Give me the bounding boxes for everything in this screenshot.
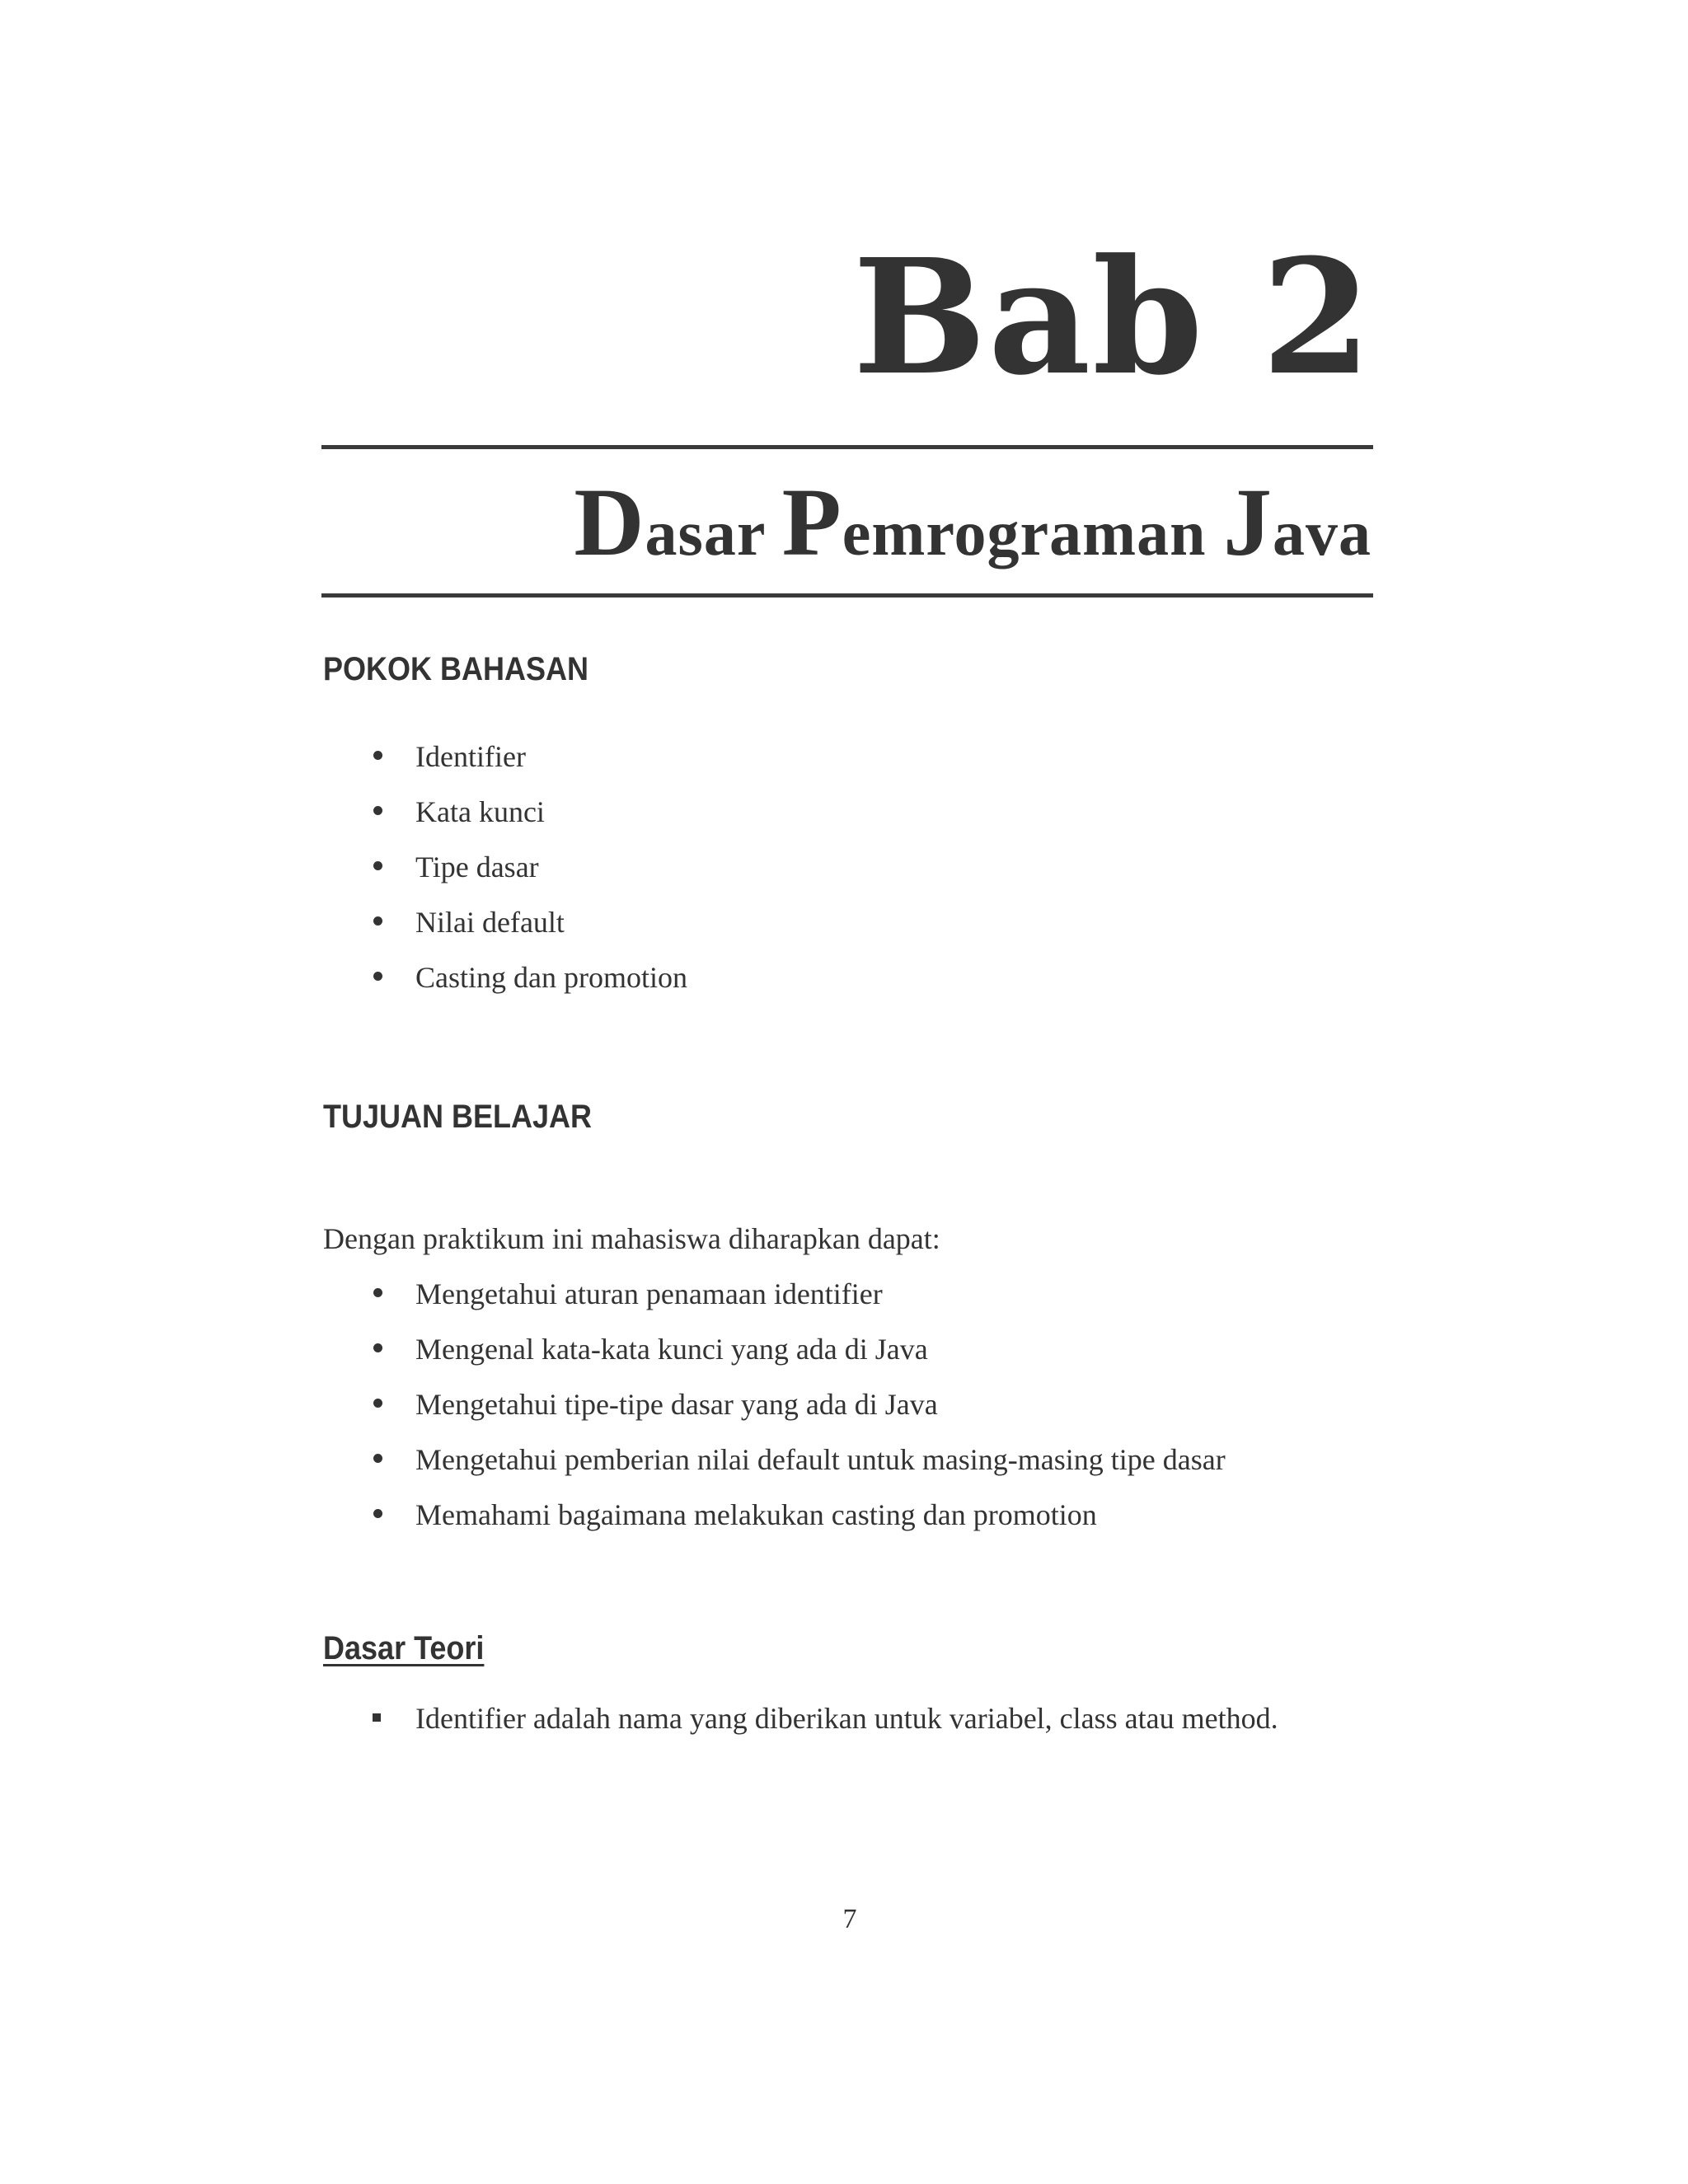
bullet-icon [373,751,382,760]
tujuan-belajar-heading: TUJUAN BELAJAR [323,1099,593,1135]
document-page: Bab 2 Dasar Pemrograman Java POKOK BAHASAN Identifier Kata kunci Tipe dasar Nilai default Casting dan promotion TUJUAN BELAJAR Dengan praktikum ini mahasiswa diharapkan dapat: Mengetahui aturan penamaan identifier Mengenal kata-kata kunci yang ada di Java Mengetahui tipe-tipe dasar yang ada di Java Mengetahui pemberian nilai default untuk masing-masing tipe dasar Memahami bagaimana melakukan casting dan promotion Dasar Teori Identifier adalah nama yang diberikan untuk variabel, class atau method. 7 [0,0,1688,2184]
bullet-icon [373,972,382,981]
chapter-title [574,468,1372,576]
bullet-icon [373,1343,382,1352]
pokok-bahasan-heading: POKOK BAHASAN [323,651,589,687]
bullet-icon [373,806,382,815]
bullet-icon [373,1399,382,1408]
square-bullet-icon [373,1713,381,1722]
tujuan-belajar-intro: Dengan praktikum ini mahasiswa diharapkan dapat: [323,1222,940,1255]
bullet-icon [373,861,382,870]
bullet-icon [373,1509,382,1518]
chapter-title-word-2: Pemrograman [781,468,1207,576]
bottom-divider [321,593,1373,598]
page-number: 7 [842,1904,857,1934]
chapter-title-word-3: Java [1223,468,1372,576]
bullet-icon [373,1454,382,1463]
dasar-teori-heading: Dasar Teori [323,1630,485,1666]
bullet-icon [373,1288,382,1297]
top-divider [321,445,1373,449]
chapter-number: Bab 2 [852,225,1373,410]
bullet-icon [373,916,382,926]
chapter-title-word-1: Dasar [574,468,766,576]
